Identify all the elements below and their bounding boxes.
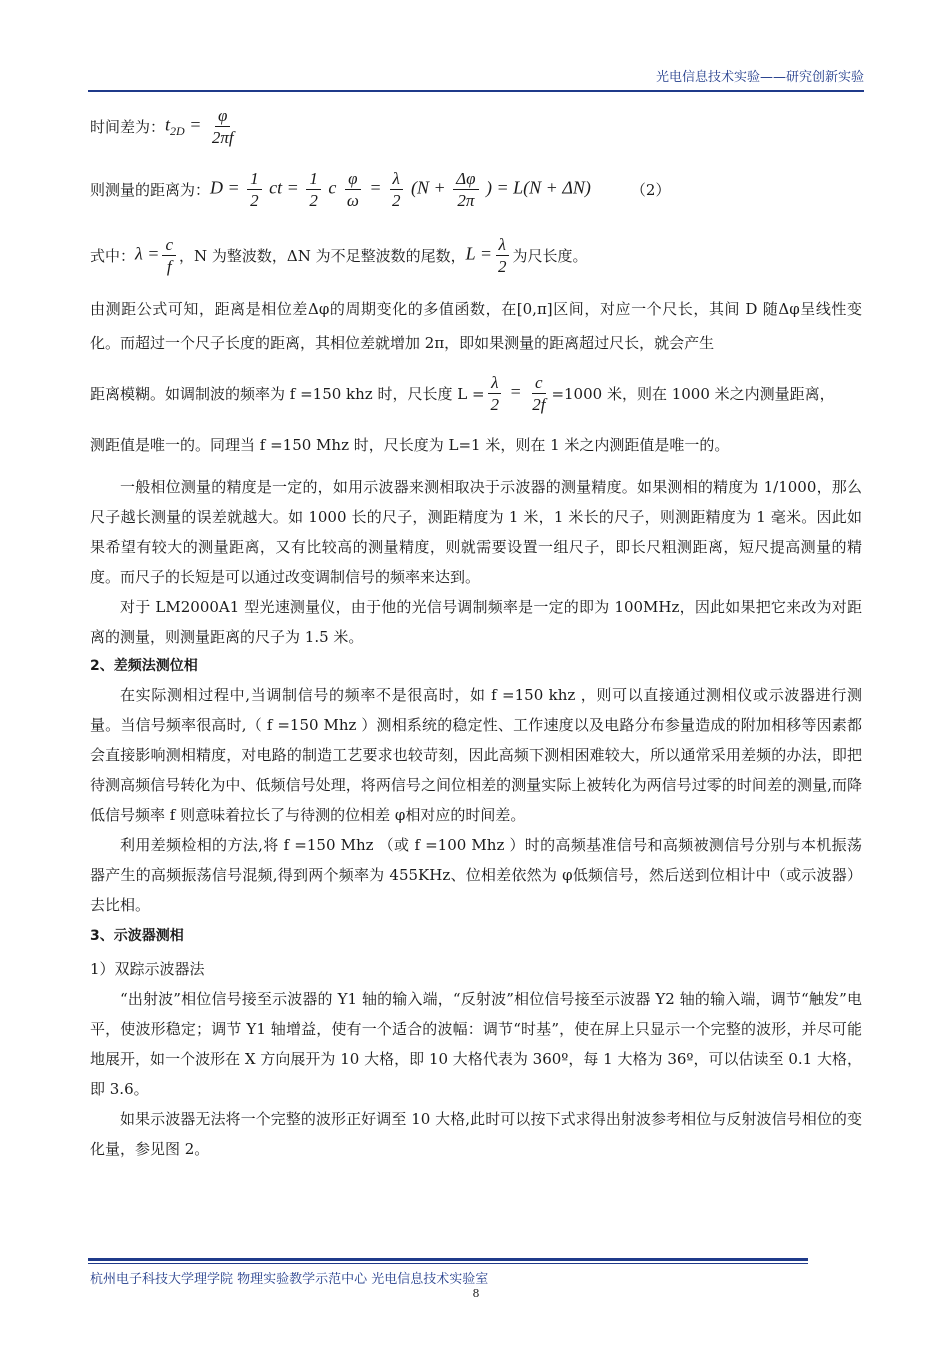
subsection-heading-1: 1）双踪示波器法 — [90, 960, 205, 978]
page-content — [90, 96, 862, 1164]
section-heading-2: 2、差频法测位相 — [90, 658, 198, 674]
paragraph-unique-range: 测距值是唯一的。同理当 f =150 Mhz 时，尺长度为 L=1 米，则在 1 米之内测距值是唯一的。 — [90, 436, 730, 454]
formula-time-difference — [90, 96, 862, 156]
paragraph-dual-trace: “出射波”相位信号接至示波器的 Y1 轴的输入端，“反射波”相位信号接至示波器 Y2 轴的输入端，调节“触发”电平，使波形稳定；调节 Y1 轴增益，使有一个适合的波幅：调节“时基”，使在屏上只显示一个完整的波形，并尽可能地展开，如一个波形在 X 方向展开为 10 大格，即 10 大格代表为 360º，每 1 大格为 36º，可以估读至 0.1 大格，即 3.6。 — [90, 990, 862, 1098]
paragraph-ambiguity-example: 距离模糊。如调制波的频率为 f =150 khz 时，尺长度 L = $\frac{\lambda}{2}$ = $\frac{c}{2f}$ =1000 米，则在 1000 米之内测量距离， — [90, 372, 835, 414]
formula-label: 式中： — [90, 246, 136, 265]
fraction: $\frac{\varphi}{2\pi f}$ — [211, 105, 234, 147]
header-rule — [88, 90, 864, 92]
footer-rule-thick — [88, 1258, 808, 1261]
formula-expr: $t_{2D}$ = $\frac{\varphi}{2\pi f}$ — [165, 105, 240, 148]
paragraph-heterodyne: 在实际测相过程中,当调制信号的频率不是很高时，如 f =150 khz ，则可以直接通过测相仪或示波器进行测量。当信号频率很高时,（ f =150 Mhz ）测相系统的稳定性、工作速度以及电路分布参量造成的附加相移等因素都会直接影响测相精度，对电路的制造工艺要求也较苛刻，因此高频下测相困难较大，所以通常采用差频的办法，即把待测高频信号转化为中、低频信号处理，将两信号之间位相差的测量实际上被转化为两信号过零的时间差的测量,而降低信号频率 f 则意味着拉长了与待测的位相差 φ相对应的时间差。 — [90, 686, 862, 824]
section-heading-3: 3、示波器测相 — [90, 928, 184, 944]
formula-expr: D = $\frac{1}{2}$ ct = $\frac{1}{2}$ c $\frac{\varphi}{\omega}$ = $\frac{\lambda}{2}$ (N + $\frac{\Delta\varphi}{2\pi}$ ) = L(N + ΔN) — [210, 168, 591, 210]
formula-distance — [90, 156, 862, 222]
footer-institution: 杭州电子科技大学理学院 物理实验教学示范中心 光电信息技术实验室 — [90, 1272, 489, 1287]
paragraph-phase-change: 如果示波器无法将一个完整的波形正好调至 10 大格,此时可以按下式求得出射波参考相位与反射波信号相位的变化量，参见图 2。 — [90, 1110, 862, 1158]
page-number: 8 — [472, 1287, 480, 1300]
header-title: 光电信息技术实验——研究创新实验 — [655, 70, 864, 85]
paragraph-range-ambiguity: 由测距公式可知，距离是相位差Δφ的周期变化的多值函数，在[0,π]区间，对应一个尺长，其间 D 随Δφ呈线性变化。而超过一个尺子长度的距离，其相位差就增加 2π，即如果测量的距离超过尺长，就会产生 — [90, 300, 862, 352]
equation-number: （2） — [630, 180, 671, 199]
paragraph-lm2000a1: 对于 LM2000A1 型光速测量仪，由于他的光信号调制频率是一定的即为 100MHz，因此如果把它来改为对距离的测量，则测量距离的尺子为 1.5 米。 — [90, 598, 862, 646]
paragraph-heterodyne-method: 利用差频检相的方法,将 f =150 Mhz （或 f =100 Mhz ）时的高频基准信号和高频被测信号分别与本机振荡器产生的高频振荡信号混频,得到两个频率为 455KHz、位相差依然为 φ低频信号，然后送到位相计中（或示波器）去比相。 — [90, 836, 862, 914]
formula-label: 则测量的距离为： — [90, 180, 211, 199]
paragraph-measurement-precision: 一般相位测量的精度是一定的，如用示波器来测相取决于示波器的测量精度。如果测相的精度为 1/1000，那么尺子越长测量的误差就越大。如 1000 长的尺子，测距精度为 1 米，1 米长的尺子，则测距精度为 1 毫米。因此如果希望有较大的测量距离，又有比较高的测量精度，则就需要设置一组尺子，即长尺粗测距离，短尺提高测量的精度。而尺子的长短是可以通过改变调制信号的频率来达到。 — [90, 478, 862, 586]
footer-rule-thin — [88, 1263, 808, 1264]
formula-where: 式中： λ = $\frac{c}{f}$ ，N 为整波数，ΔN 为不足整波数的尾数， L = $\frac{\lambda}{2}$ 为尺长度。 — [90, 234, 588, 276]
formula-label: 时间差为： — [90, 117, 166, 136]
